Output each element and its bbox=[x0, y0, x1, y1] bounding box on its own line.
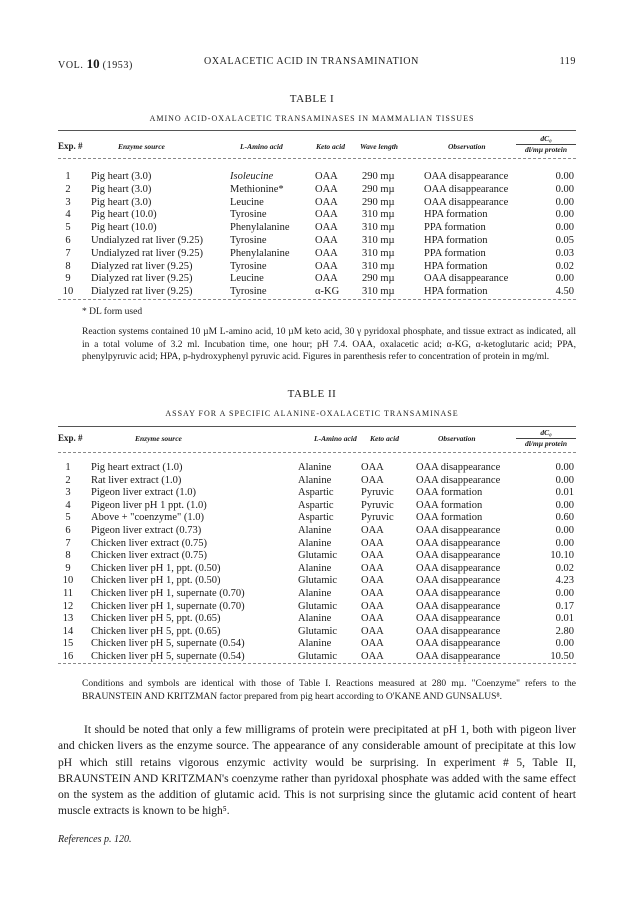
table-row bbox=[58, 209, 576, 221]
cell-observation: OAA disappearance bbox=[424, 171, 509, 182]
cell-keto-acid: OAA bbox=[361, 600, 384, 612]
table1-subtitle: AMINO ACID-OXALACETIC TRANSAMINASES IN MAMMALIAN TISSUES bbox=[149, 114, 475, 123]
cell-wave-length: 290 mµ bbox=[362, 183, 395, 195]
cell-observation: OAA disappearance bbox=[416, 575, 501, 587]
cell-wave-length: 310 mµ bbox=[362, 247, 395, 259]
cell-keto-acid: OAA bbox=[361, 537, 384, 549]
cell-exp-number: 13 bbox=[62, 613, 74, 625]
cell-exp-number: 2 bbox=[65, 183, 71, 195]
table-row bbox=[58, 500, 576, 512]
table1-header-obs: Observation bbox=[448, 142, 486, 151]
cell-keto-acid: OAA bbox=[361, 550, 384, 562]
cell-exp-number: 3 bbox=[65, 196, 71, 208]
table1-header-amino: L-Amino acid bbox=[240, 142, 283, 151]
cell-enzyme-source: Dialyzed rat liver (9.25) bbox=[91, 286, 193, 298]
cell-wave-length: 310 mµ bbox=[362, 286, 395, 298]
table-row bbox=[58, 626, 576, 638]
running-title: OXALACETIC ACID IN TRANSAMINATION bbox=[204, 56, 419, 67]
table2-header-keto: Keto acid bbox=[370, 434, 399, 443]
cell-amino-acid: Tyrosine bbox=[230, 209, 267, 221]
cell-value: 0.00 bbox=[555, 196, 574, 208]
cell-amino-acid: Tyrosine bbox=[230, 286, 267, 298]
cell-observation: OAA disappearance bbox=[416, 651, 501, 662]
cell-enzyme-source: Pig heart (3.0) bbox=[91, 183, 152, 195]
cell-amino-acid: Glutamic bbox=[298, 600, 338, 612]
cell-amino-acid: Alanine bbox=[298, 562, 332, 574]
cell-wave-length: 290 mµ bbox=[362, 196, 395, 208]
references-note: References p. 120. bbox=[58, 834, 132, 845]
cell-keto-acid: OAA bbox=[361, 525, 384, 536]
table1-note: Reaction systems contained 10 µM L-amino acid, 10 µM keto acid, 30 γ pyridoxal phosphate, and tissue extract as indicated, all in a total volume of 3.2 ml. Incubation time, one hour; pH 7.4. OAA, oxalacetic acid; α-KG, α-ketoglutaric acid; PPA, phenylpyruvic acid; HPA, p-hydroxyphenyl pyruvic acid. Figures in parenthesis refer to concentration of protein in mg/ml. bbox=[82, 327, 576, 362]
cell-amino-acid: Glutamic bbox=[298, 651, 338, 662]
cell-value: 4.50 bbox=[555, 286, 574, 298]
table-row bbox=[58, 575, 576, 587]
cell-exp-number: 3 bbox=[65, 487, 71, 499]
cell-amino-acid: Alanine bbox=[298, 613, 332, 625]
cell-observation: OAA disappearance bbox=[424, 183, 509, 195]
table1-caption: TABLE I bbox=[289, 93, 335, 105]
table-row bbox=[58, 462, 576, 474]
cell-enzyme-source: Chicken liver pH 5, supernate (0.54) bbox=[91, 638, 245, 650]
cell-amino-acid: Leucine bbox=[230, 196, 264, 208]
cell-exp-number: 7 bbox=[65, 247, 71, 259]
table-row bbox=[58, 222, 576, 234]
cell-value: 0.00 bbox=[555, 474, 574, 486]
cell-keto-acid: OAA bbox=[361, 588, 384, 599]
cell-exp-number: 6 bbox=[65, 235, 71, 246]
cell-enzyme-source: Pig heart extract (1.0) bbox=[91, 462, 183, 473]
cell-amino-acid: Glutamic bbox=[298, 550, 338, 562]
cell-enzyme-source: Undialyzed rat liver (9.25) bbox=[91, 247, 203, 259]
cell-observation: OAA disappearance bbox=[416, 562, 501, 574]
table-row bbox=[58, 601, 576, 613]
cell-value: 10.50 bbox=[550, 651, 574, 662]
cell-exp-number: 9 bbox=[65, 273, 71, 285]
cell-keto-acid: OAA bbox=[361, 613, 384, 625]
body-paragraph: It should be noted that only a few milligrams of protein were precipitated at pH 1, both with pigeon liver and chicken livers as the enzyme source. The appearance of any considerable amount of precipitate at this low pH which still retains vigorous enzymic activity would be surprising. In experiment # 5, Table II, BRAUNSTEIN AND KRITZMAN's coenzyme rather than pyridoxal phosphate was added with the same effect on the system as the addition of glutamic acid. This is not surprising since the glutamic acid content of heart muscle extracts is known to be high⁵. bbox=[58, 724, 576, 818]
cell-enzyme-source: Chicken liver pH 5, ppt. (0.65) bbox=[91, 613, 221, 625]
cell-keto-acid: OAA bbox=[315, 171, 338, 182]
table-row bbox=[58, 651, 576, 663]
cell-exp-number: 9 bbox=[65, 562, 71, 574]
cell-enzyme-source: Chicken liver pH 1, ppt. (0.50) bbox=[91, 575, 221, 587]
cell-amino-acid: Alanine bbox=[298, 462, 332, 473]
cell-amino-acid: Glutamic bbox=[298, 575, 338, 587]
cell-enzyme-source: Chicken liver extract (0.75) bbox=[91, 537, 208, 549]
cell-observation: OAA disappearance bbox=[416, 525, 501, 536]
cell-keto-acid: OAA bbox=[361, 638, 384, 650]
cell-enzyme-source: Pigeon liver pH 1 ppt. (1.0) bbox=[91, 499, 207, 511]
cell-enzyme-source: Rat liver extract (1.0) bbox=[91, 474, 182, 486]
cell-wave-length: 310 mµ bbox=[362, 235, 395, 246]
cell-exp-number: 1 bbox=[65, 171, 71, 182]
cell-keto-acid: OAA bbox=[361, 474, 384, 486]
table2-top-rule bbox=[58, 426, 576, 427]
table1-bottom-rule bbox=[58, 299, 576, 300]
table2-body bbox=[58, 462, 576, 666]
cell-exp-number: 4 bbox=[65, 209, 71, 221]
cell-exp-number: 6 bbox=[65, 525, 71, 536]
cell-exp-number: 11 bbox=[62, 588, 74, 599]
table-row bbox=[58, 286, 576, 298]
table-row bbox=[58, 550, 576, 562]
cell-enzyme-source: Chicken liver pH 5, ppt. (0.65) bbox=[91, 625, 221, 637]
cell-enzyme-source: Dialyzed rat liver (9.25) bbox=[91, 260, 193, 272]
cell-amino-acid: Leucine bbox=[230, 273, 264, 285]
table2-header-rule bbox=[58, 452, 576, 453]
cell-keto-acid: OAA bbox=[315, 196, 338, 208]
cell-exp-number: 14 bbox=[62, 625, 74, 637]
cell-observation: OAA formation bbox=[416, 487, 483, 499]
cell-enzyme-source: Chicken liver pH 1, ppt. (0.50) bbox=[91, 562, 221, 574]
cell-observation: OAA disappearance bbox=[416, 462, 501, 473]
cell-value: 0.05 bbox=[555, 235, 574, 246]
cell-observation: OAA disappearance bbox=[416, 600, 501, 612]
table-row bbox=[58, 261, 576, 273]
cell-observation: HPA formation bbox=[424, 286, 488, 298]
cell-observation: PPA formation bbox=[424, 222, 486, 234]
cell-value: 0.17 bbox=[555, 600, 574, 612]
cell-amino-acid: Alanine bbox=[298, 537, 332, 549]
cell-amino-acid: Phenylalanine bbox=[230, 247, 290, 259]
cell-amino-acid: Tyrosine bbox=[230, 260, 267, 272]
cell-value: 0.02 bbox=[555, 562, 574, 574]
running-header bbox=[58, 56, 576, 70]
table-row bbox=[58, 638, 576, 650]
table2-bottom-rule bbox=[58, 663, 576, 664]
table1-header-enzyme: Enzyme source bbox=[118, 142, 165, 151]
cell-enzyme-source: Pigeon liver extract (1.0) bbox=[91, 487, 196, 499]
cell-keto-acid: OAA bbox=[361, 575, 384, 587]
table-row bbox=[58, 475, 576, 487]
cell-value: 0.01 bbox=[555, 487, 574, 499]
cell-value: 0.02 bbox=[555, 260, 574, 272]
table-row bbox=[58, 613, 576, 625]
cell-amino-acid: Alanine bbox=[298, 525, 332, 536]
cell-enzyme-source: Pig heart (3.0) bbox=[91, 196, 152, 208]
cell-enzyme-source: Dialyzed rat liver (9.25) bbox=[91, 273, 193, 285]
table1-header-wave: Wave length bbox=[360, 142, 398, 151]
cell-keto-acid: Pyruvic bbox=[361, 487, 394, 499]
cell-amino-acid: Alanine bbox=[298, 638, 332, 650]
cell-value: 4.23 bbox=[555, 575, 574, 587]
cell-keto-acid: Pyruvic bbox=[361, 499, 394, 511]
cell-exp-number: 15 bbox=[62, 638, 74, 650]
cell-keto-acid: OAA bbox=[315, 273, 338, 285]
cell-keto-acid: OAA bbox=[361, 562, 384, 574]
cell-wave-length: 290 mµ bbox=[362, 171, 395, 182]
cell-value: 0.03 bbox=[555, 247, 574, 259]
cell-keto-acid: OAA bbox=[361, 625, 384, 637]
cell-observation: HPA formation bbox=[424, 235, 488, 246]
cell-keto-acid: OAA bbox=[315, 247, 338, 259]
cell-value: 0.00 bbox=[555, 588, 574, 599]
table-row bbox=[58, 487, 576, 499]
cell-enzyme-source: Undialyzed rat liver (9.25) bbox=[91, 235, 203, 246]
cell-amino-acid: Aspartic bbox=[298, 487, 334, 499]
table1-header-exp: Exp. # bbox=[58, 141, 83, 151]
cell-observation: OAA disappearance bbox=[416, 537, 501, 549]
table-row bbox=[58, 184, 576, 196]
cell-wave-length: 310 mµ bbox=[362, 222, 395, 234]
cell-value: 0.00 bbox=[555, 537, 574, 549]
cell-enzyme-source: Pig heart (10.0) bbox=[91, 209, 157, 221]
table-row bbox=[58, 512, 576, 524]
table2-header-obs: Observation bbox=[438, 434, 476, 443]
cell-observation: HPA formation bbox=[424, 209, 488, 221]
cell-enzyme-source: Pig heart (3.0) bbox=[91, 171, 152, 182]
cell-value: 0.00 bbox=[555, 462, 574, 473]
table-row bbox=[58, 235, 576, 247]
cell-exp-number: 5 bbox=[65, 512, 71, 524]
cell-observation: OAA disappearance bbox=[424, 196, 509, 208]
cell-exp-number: 2 bbox=[65, 474, 71, 486]
table1-top-rule bbox=[58, 130, 576, 131]
cell-keto-acid: OAA bbox=[315, 209, 338, 221]
cell-amino-acid: Alanine bbox=[298, 474, 332, 486]
cell-value: 10.10 bbox=[550, 550, 574, 562]
table-row bbox=[58, 538, 576, 550]
cell-amino-acid: Alanine bbox=[298, 588, 332, 599]
cell-value: 0.00 bbox=[555, 525, 574, 536]
cell-wave-length: 310 mµ bbox=[362, 209, 395, 221]
cell-keto-acid: OAA bbox=[315, 183, 338, 195]
cell-observation: OAA disappearance bbox=[416, 474, 501, 486]
cell-enzyme-source: Chicken liver pH 1, supernate (0.70) bbox=[91, 600, 245, 612]
cell-observation: OAA formation bbox=[416, 499, 483, 511]
cell-value: 0.60 bbox=[555, 512, 574, 524]
cell-keto-acid: OAA bbox=[315, 260, 338, 272]
cell-value: 0.00 bbox=[555, 273, 574, 285]
cell-value: 0.00 bbox=[555, 171, 574, 182]
cell-exp-number: 16 bbox=[62, 651, 74, 662]
cell-observation: OAA disappearance bbox=[416, 588, 501, 599]
cell-observation: OAA disappearance bbox=[416, 638, 501, 650]
cell-amino-acid: Isoleucine bbox=[230, 171, 274, 182]
table-row bbox=[58, 563, 576, 575]
cell-value: 2.80 bbox=[555, 625, 574, 637]
table1-footnote: * DL form used bbox=[82, 307, 143, 317]
volume-info: VOL. 10 (1953) bbox=[58, 56, 133, 71]
table1-header-rule bbox=[58, 158, 576, 159]
cell-exp-number: 5 bbox=[65, 222, 71, 234]
cell-enzyme-source: Above + "coenzyme" (1.0) bbox=[91, 512, 205, 524]
cell-observation: OAA formation bbox=[416, 512, 483, 524]
cell-amino-acid: Glutamic bbox=[298, 625, 338, 637]
cell-amino-acid: Aspartic bbox=[298, 499, 334, 511]
cell-observation: PPA formation bbox=[424, 247, 486, 259]
cell-observation: OAA disappearance bbox=[416, 613, 501, 625]
table2-header-enzyme: Enzyme source bbox=[135, 434, 182, 443]
cell-observation: HPA formation bbox=[424, 260, 488, 272]
cell-observation: OAA disappearance bbox=[416, 550, 501, 562]
cell-exp-number: 10 bbox=[62, 286, 74, 298]
cell-enzyme-source: Pig heart (10.0) bbox=[91, 222, 157, 234]
cell-value: 0.00 bbox=[555, 638, 574, 650]
cell-value: 0.00 bbox=[555, 183, 574, 195]
cell-keto-acid: OAA bbox=[315, 235, 338, 246]
table-row bbox=[58, 588, 576, 600]
cell-exp-number: 8 bbox=[65, 260, 71, 272]
cell-amino-acid: Aspartic bbox=[298, 512, 334, 524]
cell-observation: OAA disappearance bbox=[416, 625, 501, 637]
table2-subtitle: ASSAY FOR A SPECIFIC ALANINE-OXALACETIC TRANSAMINASE bbox=[165, 409, 459, 418]
cell-keto-acid: α-KG bbox=[315, 286, 340, 298]
cell-value: 0.00 bbox=[555, 209, 574, 221]
cell-wave-length: 290 mµ bbox=[362, 273, 395, 285]
table1-body bbox=[58, 171, 576, 301]
table-row bbox=[58, 171, 576, 183]
table-row bbox=[58, 197, 576, 209]
cell-exp-number: 7 bbox=[65, 537, 71, 549]
cell-keto-acid: Pyruvic bbox=[361, 512, 394, 524]
cell-enzyme-source: Chicken liver pH 5, supernate (0.54) bbox=[91, 651, 245, 662]
cell-keto-acid: OAA bbox=[361, 651, 384, 662]
cell-exp-number: 4 bbox=[65, 499, 71, 511]
table-row bbox=[58, 525, 576, 537]
table-row bbox=[58, 273, 576, 285]
table2-note: Conditions and symbols are identical with those of Table I. Reactions measured at 280 mµ. "Coenzyme" refers to the BRAUNSTEIN AND KRITZMAN factor prepared from pig heart according to O'KANE AND GUNSALUS⁸. bbox=[82, 679, 576, 702]
cell-amino-acid: Methionine* bbox=[230, 183, 284, 195]
cell-keto-acid: OAA bbox=[315, 222, 338, 234]
cell-value: 0.00 bbox=[555, 499, 574, 511]
cell-amino-acid: Tyrosine bbox=[230, 235, 267, 246]
cell-wave-length: 310 mµ bbox=[362, 260, 395, 272]
table2-header-exp: Exp. # bbox=[58, 433, 83, 443]
table2-caption: TABLE II bbox=[287, 388, 337, 400]
cell-value: 0.01 bbox=[555, 613, 574, 625]
cell-keto-acid: OAA bbox=[361, 462, 384, 473]
table1-header-dc: dC₀ dl/mµ protein bbox=[516, 134, 576, 155]
cell-value: 0.00 bbox=[555, 222, 574, 234]
table2-header-dc: dC₀ dl/mµ protein bbox=[516, 428, 576, 449]
cell-enzyme-source: Pigeon liver extract (0.73) bbox=[91, 525, 202, 536]
cell-enzyme-source: Chicken liver extract (0.75) bbox=[91, 550, 208, 562]
table-row bbox=[58, 248, 576, 260]
cell-exp-number: 8 bbox=[65, 550, 71, 562]
table1-header-keto: Keto acid bbox=[316, 142, 345, 151]
cell-exp-number: 12 bbox=[62, 600, 74, 612]
cell-observation: OAA disappearance bbox=[424, 273, 509, 285]
table2-header-amino: L-Amino acid bbox=[314, 434, 357, 443]
cell-exp-number: 10 bbox=[62, 575, 74, 587]
page-number: 119 bbox=[559, 56, 576, 67]
cell-amino-acid: Phenylalanine bbox=[230, 222, 290, 234]
cell-enzyme-source: Chicken liver pH 1, supernate (0.70) bbox=[91, 588, 245, 599]
cell-exp-number: 1 bbox=[65, 462, 71, 473]
